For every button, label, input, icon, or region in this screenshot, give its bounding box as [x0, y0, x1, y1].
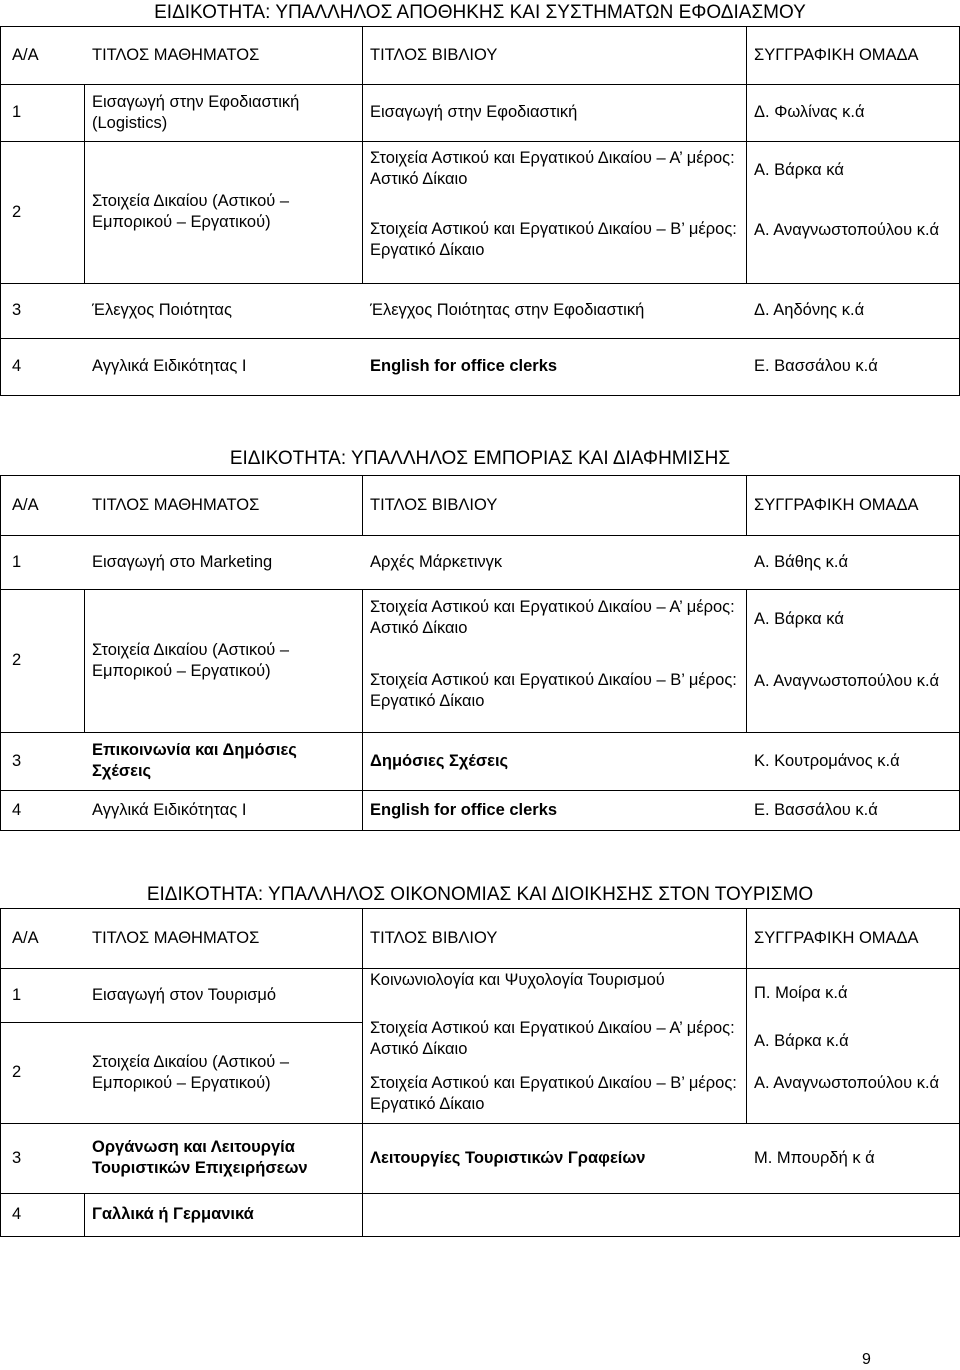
table-border — [0, 589, 960, 590]
course-title: Εισαγωγή στο Marketing — [92, 552, 273, 571]
course-title: Αγγλικά Ειδικότητας Ι — [92, 357, 247, 375]
table-border — [0, 968, 960, 969]
table-border — [746, 968, 747, 1123]
table-border — [362, 589, 363, 830]
table-border — [0, 283, 960, 284]
course-title: Στοιχεία Δικαίου (Αστικού – Εμπορικού – Εργατικού) — [92, 640, 290, 680]
header-course: ΤΙΤΛΟΣ ΜΑΘΗΜΑΤΟΣ — [92, 928, 260, 947]
table-border — [746, 26, 747, 84]
table-border — [0, 84, 960, 85]
table-border — [0, 1123, 960, 1124]
table-border — [0, 141, 960, 142]
book-title: Στοιχεία Αστικού και Εργατικού Δικαίου – Β’ μέρος: Εργατικό Δίκαιο — [370, 220, 737, 259]
row-number: 1 — [12, 552, 22, 571]
table-border — [746, 589, 747, 732]
book-title: English for office clerks — [370, 357, 558, 375]
header-aa: Α/Α — [12, 495, 39, 514]
book-title: Στοιχεία Αστικού και Εργατικού Δικαίου – Β’ μέρος: Εργατικό Δίκαιο — [370, 671, 737, 710]
table-border — [0, 475, 960, 476]
author-group: Μ. Μπουρδή κ ά — [754, 1148, 875, 1167]
table-border — [84, 141, 85, 283]
row-number: 3 — [12, 301, 22, 319]
header-book: ΤΙΤΛΟΣ ΒΙΒΛΙΟΥ — [370, 45, 498, 64]
row-number: 2 — [12, 651, 22, 669]
row-number: 2 — [12, 202, 22, 221]
author-group: Α. Αναγνωστοπούλου κ.ά — [754, 221, 940, 239]
book-title: Στοιχεία Αστικού και Εργατικού Δικαίου – Α’ μέρος: Αστικό Δίκαιο — [370, 149, 735, 188]
table-border — [0, 732, 960, 733]
table-border — [0, 1022, 362, 1023]
page-number: 9 — [862, 1351, 871, 1368]
author-group: Π. Μοίρα κ.ά — [754, 984, 848, 1002]
book-title: Έλεγχος Ποιότητας στην Εφοδιαστική — [370, 301, 645, 319]
book-title: Εισαγωγή στην Εφοδιαστική — [370, 103, 578, 121]
row-number: 3 — [12, 751, 22, 770]
book-title: Κοινωνιολογία και Ψυχολογία Τουρισμού — [370, 971, 665, 989]
book-title: Δημόσιες Σχέσεις — [370, 751, 509, 770]
author-group: Δ. Φωλίνας κ.ά — [754, 103, 865, 121]
author-group: Α. Αναγνωστοπούλου κ.ά — [754, 1074, 940, 1092]
table-border — [362, 475, 363, 535]
table-border — [0, 26, 1, 396]
row-number: 3 — [12, 1148, 22, 1167]
header-book: ΤΙΤΛΟΣ ΒΙΒΛΙΟΥ — [370, 495, 498, 514]
header-book: ΤΙΤΛΟΣ ΒΙΒΛΙΟΥ — [370, 928, 498, 947]
table-border — [746, 84, 747, 283]
header-aa: Α/Α — [12, 928, 39, 947]
section-1-title: ΕΙΔΙΚΟΤΗΤΑ: ΥΠΑΛΛΗΛΟΣ ΑΠΟΘΗΚΗΣ ΚΑΙ ΣΥΣΤΗΜΑΤΩΝ ΕΦΟΔΙΑΣΜΟΥ — [154, 2, 806, 23]
table-border — [362, 968, 363, 1236]
table-border — [0, 535, 960, 536]
row-number: 1 — [12, 103, 22, 121]
header-authors: ΣΥΓΓΡΑΦΙΚΗ ΟΜΑΔΑ — [754, 495, 919, 514]
course-title: Γαλλικά ή Γερμανικά — [92, 1205, 254, 1223]
course-title: Στοιχεία Δικαίου (Αστικού – Εμπορικού – Εργατικού) — [92, 1052, 290, 1092]
table-border — [0, 790, 960, 791]
table-border — [0, 908, 1, 1237]
author-group: Α. Βάρκα κ.ά — [754, 1032, 849, 1050]
row-number: 2 — [12, 1063, 22, 1081]
author-group: Ε. Βασσάλου κ.ά — [754, 357, 878, 375]
book-title: Στοιχεία Αστικού και Εργατικού Δικαίου – Α’ μέρος: Αστικό Δίκαιο — [370, 1019, 735, 1058]
author-group: Α. Αναγνωστοπούλου κ.ά — [754, 672, 940, 690]
section-3-title: ΕΙΔΙΚΟΤΗΤΑ: ΥΠΑΛΛΗΛΟΣ ΟΙΚΟΝΟΜΙΑΣ ΚΑΙ ΔΙΟΙΚΗΣΗΣ ΣΤΟΝ ΤΟΥΡΙΣΜΟ — [146, 884, 814, 905]
table-border — [0, 830, 960, 831]
table-border — [0, 1236, 960, 1237]
author-group — [746, 1193, 960, 1236]
book-title: Στοιχεία Αστικού και Εργατικού Δικαίου – Α’ μέρος: Αστικό Δίκαιο — [370, 598, 735, 637]
table-border — [0, 908, 960, 909]
table-border — [746, 475, 747, 535]
table-border — [84, 84, 85, 141]
row-number: 4 — [12, 1205, 22, 1223]
table-border — [84, 589, 85, 732]
table-border — [0, 1193, 960, 1194]
book-title: Λειτουργίες Τουριστικών Γραφείων — [370, 1148, 646, 1167]
header-authors: ΣΥΓΓΡΑΦΙΚΗ ΟΜΑΔΑ — [754, 928, 919, 947]
course-title: Έλεγχος Ποιότητας — [92, 301, 232, 319]
course-title: Επικοινωνία και Δημόσιες Σχέσεις — [92, 741, 297, 780]
course-title: Οργάνωση και Λειτουργία Τουριστικών Επιχειρήσεων — [92, 1138, 308, 1177]
author-group: Α. Βάθης κ.ά — [754, 552, 848, 571]
table-border — [0, 26, 960, 27]
header-aa: Α/Α — [12, 45, 39, 64]
section-2-title: ΕΙΔΙΚΟΤΗΤΑ: ΥΠΑΛΛΗΛΟΣ ΕΜΠΟΡΙΑΣ ΚΑΙ ΔΙΑΦΗΜΙΣΗΣ — [229, 448, 731, 469]
course-title: Αγγλικά Ειδικότητας Ι — [92, 800, 247, 819]
header-authors: ΣΥΓΓΡΑΦΙΚΗ ΟΜΑΔΑ — [754, 45, 919, 64]
book-title: Στοιχεία Αστικού και Εργατικού Δικαίου – Β’ μέρος: Εργατικό Δίκαιο — [370, 1074, 737, 1113]
table-border — [362, 84, 363, 283]
book-title: Αρχές Μάρκετινγκ — [370, 552, 503, 571]
row-number: 4 — [12, 357, 22, 375]
author-group: Α. Βάρκα κά — [754, 161, 844, 179]
table-border — [0, 395, 960, 396]
author-group: Ε. Βασσάλου κ.ά — [754, 800, 878, 819]
book-title — [362, 1193, 746, 1236]
course-title: Εισαγωγή στην Εφοδιαστική (Logistics) — [92, 92, 300, 132]
author-group: Κ. Κουτρομάνος κ.ά — [754, 751, 900, 770]
table-border — [362, 26, 363, 84]
table-border — [84, 1193, 85, 1236]
course-title: Εισαγωγή στον Τουρισμό — [92, 985, 277, 1004]
table-border — [0, 338, 960, 339]
table-border — [362, 908, 363, 968]
row-number: 4 — [12, 800, 22, 819]
header-course: ΤΙΤΛΟΣ ΜΑΘΗΜΑΤΟΣ — [92, 45, 260, 64]
author-group: Δ. Αηδόνης κ.ά — [754, 301, 865, 319]
table-border — [0, 475, 1, 831]
course-title: Στοιχεία Δικαίου (Αστικού – Εμπορικού – Εργατικού) — [92, 192, 290, 231]
table-border — [746, 908, 747, 968]
row-number: 1 — [12, 985, 22, 1004]
header-course: ΤΙΤΛΟΣ ΜΑΘΗΜΑΤΟΣ — [92, 495, 260, 514]
book-title: English for office clerks — [370, 800, 558, 819]
author-group: Α. Βάρκα κά — [754, 610, 844, 628]
